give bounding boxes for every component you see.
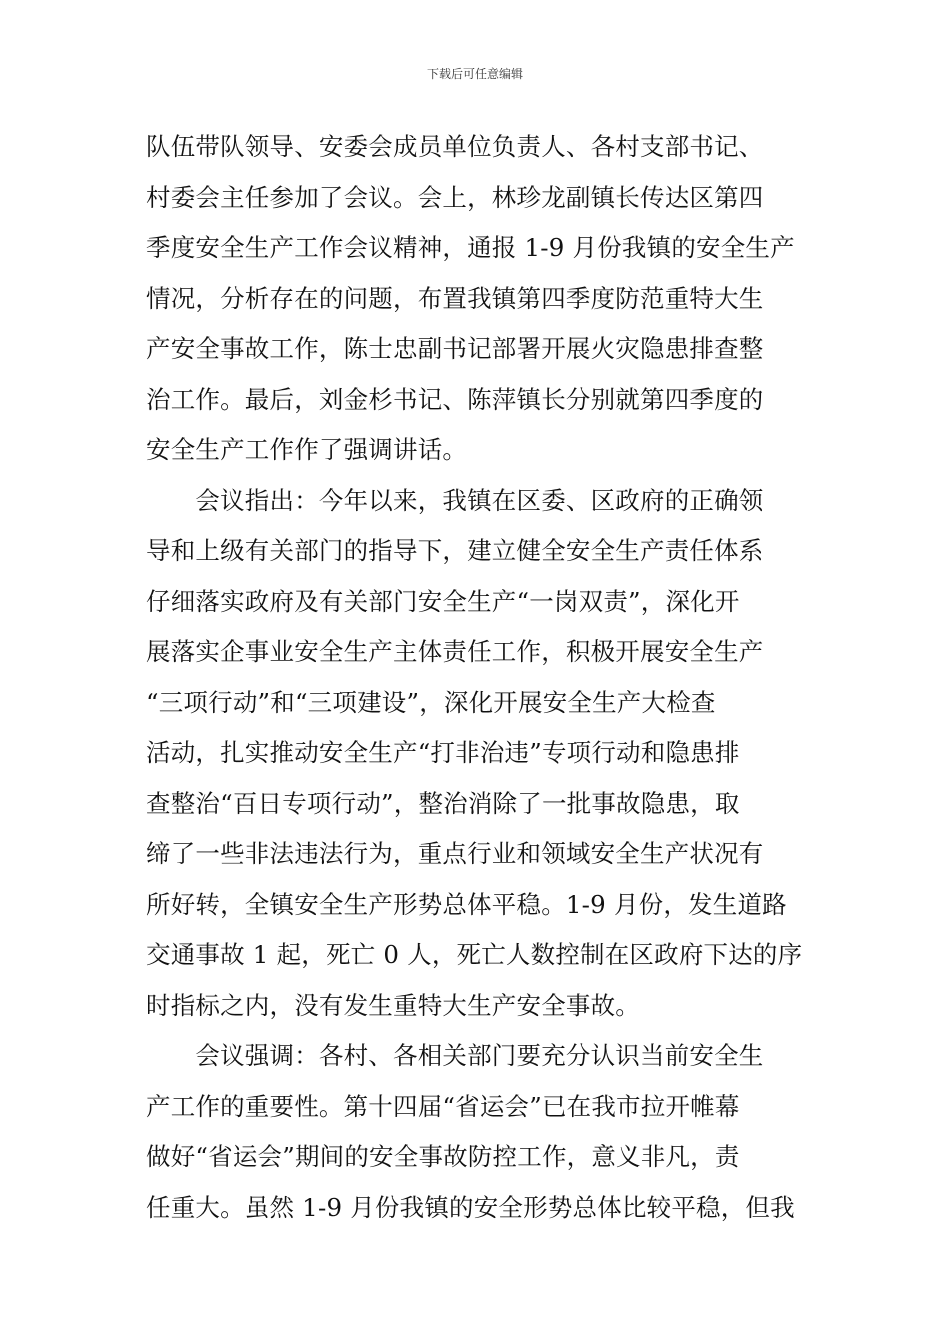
text-line: 时指标之内，没有发生重特大生产安全事故。 <box>146 990 640 1020</box>
text-line: 产安全事故工作，陈士忠副书记部署开展火灾隐患排查整 <box>146 334 764 363</box>
text-line: 导和上级有关部门的指导下，建立健全安全生产责任体系 <box>146 536 764 565</box>
text-line: 活动，扎实推动安全生产“打非治违”专项行动和隐患排 <box>146 738 740 767</box>
text-line: 做好“省运会”期间的安全事故防控工作，意义非凡，责 <box>146 1142 740 1171</box>
text-line: 村委会主任参加了会议。会上，林珍龙副镇长传达区第四 <box>146 182 764 212</box>
document-body <box>146 122 811 1233</box>
text-line: 安全生产工作作了强调讲话。 <box>146 435 468 464</box>
text-line: 情况，分析存在的问题，布置我镇第四季度防范重特大生 <box>146 283 764 313</box>
text-line: 展落实企事业安全生产主体责任工作，积极开展安全生产 <box>146 637 764 666</box>
page-header: 下载后可任意编辑 <box>426 67 523 81</box>
text-line: “三项行动”和“三项建设”，深化开展安全生产大检查 <box>146 687 716 717</box>
text-line: 所好转，全镇安全生产形势总体平稳。1-9 月份，发生道路 <box>146 889 787 919</box>
text-line: 缔了一些非法违法行为，重点行业和领域安全生产状况有 <box>146 839 764 868</box>
text-line: 会议指出：今年以来，我镇在区委、区政府的正确领 <box>146 485 764 515</box>
text-line: 仔细落实政府及有关部门安全生产“一岗双责”，深化开 <box>146 586 740 616</box>
text-line: 队伍带队领导、安委会成员单位负责人、各村支部书记、 <box>146 132 764 161</box>
text-line: 治工作。最后，刘金杉书记、陈萍镇长分别就第四季度的 <box>146 384 764 414</box>
text-line: 交通事故 1 起，死亡 0 人，死亡人数控制在区政府下达的序 <box>146 940 803 969</box>
text-line: 会议强调：各村、各相关部门要充分认识当前安全生 <box>146 1041 764 1070</box>
text-line: 季度安全生产工作会议精神，通报 1-9 月份我镇的安全生产 <box>146 233 795 262</box>
text-line: 任重大。虽然 1-9 月份我镇的安全形势总体比较平稳，但我 <box>146 1192 795 1222</box>
text-line: 查整治“百日专项行动”，整治消除了一批事故隐患，取 <box>146 788 740 818</box>
text-line: 产工作的重要性。第十四届“省运会”已在我市拉开帷幕 <box>146 1091 740 1121</box>
